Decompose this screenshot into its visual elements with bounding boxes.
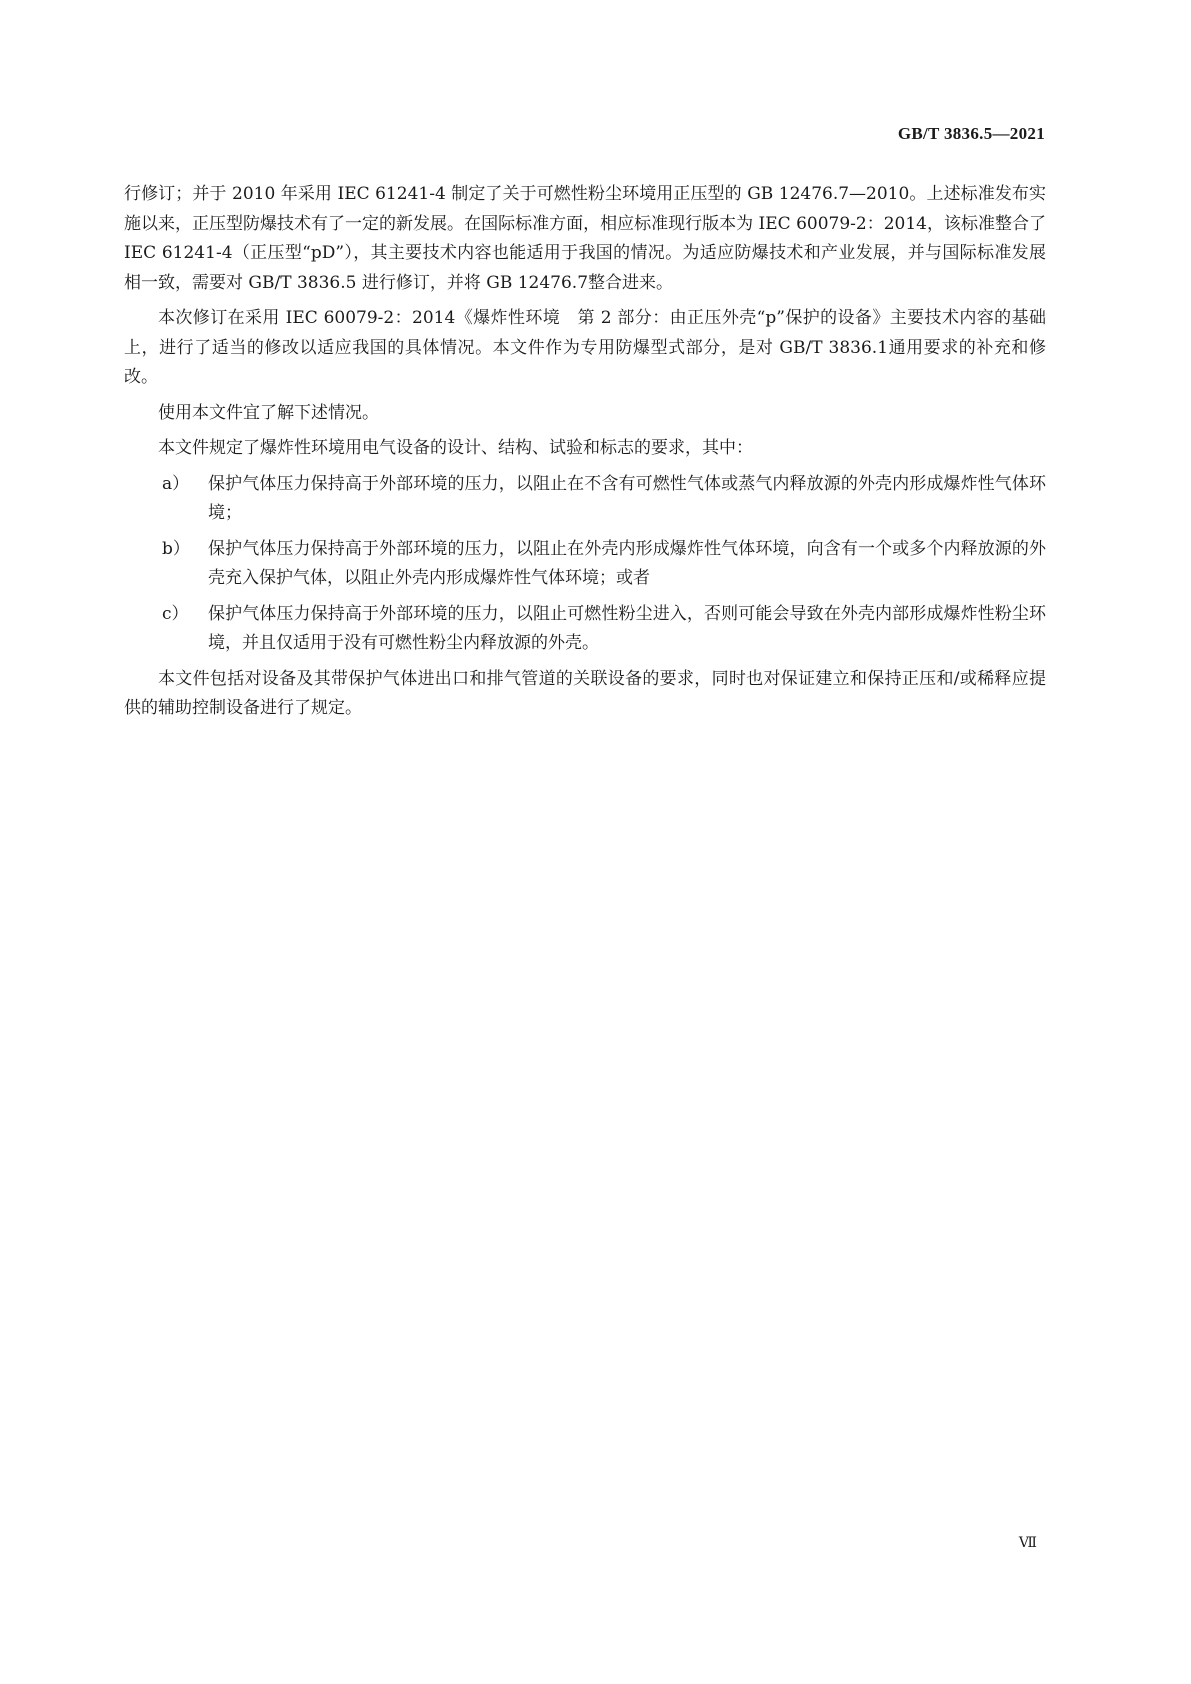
document-body bbox=[124, 180, 1046, 730]
list-item-text: 保护气体压力保持高于外部环境的压力，以阻止可燃性粉尘进入，否则可能会导致在外壳内部形成爆炸性粉尘环境，并且仅适用于没有可燃性粉尘内释放源的外壳。 bbox=[208, 603, 1046, 653]
list-marker: b） bbox=[162, 538, 190, 559]
standard-number-header: GB/T 3836.5—2021 bbox=[897, 124, 1045, 143]
list-item-text: 保护气体压力保持高于外部环境的压力，以阻止在外壳内形成爆炸性气体环境，向含有一个或多个内释放源的外壳充入保护气体，以阻止外壳内形成爆炸性气体环境；或者 bbox=[208, 538, 1046, 588]
list-item-text: 保护气体压力保持高于外部环境的压力，以阻止在不含有可燃性气体或蒸气内释放源的外壳内形成爆炸性气体环境； bbox=[208, 473, 1046, 523]
paragraph-revision-basis: 本次修订在采用 IEC 60079-2：2014《爆炸性环境 第 2 部分：由正压外壳“p”保护的设备》主要技术内容的基础上，进行了适当的修改以适应我国的具体情况。本文件作为专用防爆型式部分，是对 GB/T 3836.1通用要求的补充和修改。 bbox=[124, 308, 1046, 387]
list-item bbox=[124, 535, 1046, 594]
paragraph-closing: 本文件包括对设备及其带保护气体进出口和排气管道的关联设备的要求，同时也对保证建立和保持正压和/或稀释应提供的辅助控制设备进行了规定。 bbox=[124, 668, 1046, 718]
list-marker: a） bbox=[162, 473, 190, 494]
paragraph-scope-intro: 本文件规定了爆炸性环境用电气设备的设计、结构、试验和标志的要求，其中： bbox=[158, 438, 753, 458]
list-item bbox=[124, 470, 1046, 529]
paragraph-usage-note: 使用本文件宜了解下述情况。 bbox=[158, 402, 379, 423]
paragraph-revision-history: 行修订；并于 2010 年采用 IEC 61241-4 制定了关于可燃性粉尘环境用正压型的 GB 12476.7—2010。上述标准发布实施以来，正压型防爆技术有了一定的新发展。在国际标准方面，相应标准现行版本为 IEC 60079-2：2014，该标准整合了 IEC 61241-4（正压型“pD”），其主要技术内容也能适用于我国的情况。为适应防爆技术和产业发展，并与国际标准发展相一致，需要对 GB/T 3836.5 进行修订，并将 GB 12476.7整合进来。 bbox=[124, 184, 1046, 293]
list-item bbox=[124, 600, 1046, 659]
page-number: Ⅶ bbox=[1018, 1536, 1037, 1551]
list-marker: c） bbox=[162, 603, 189, 624]
